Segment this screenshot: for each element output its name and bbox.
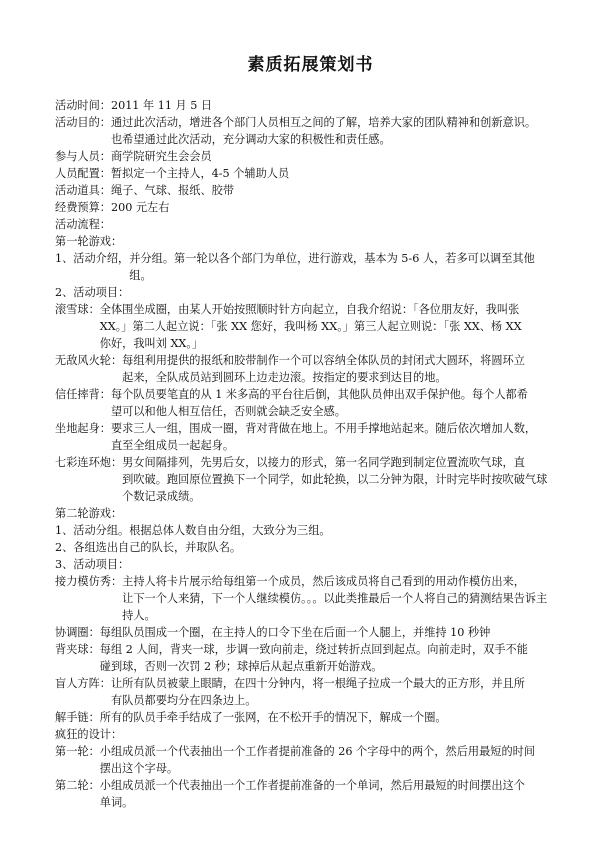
game-item	[55, 352, 566, 386]
round1-intro-line: 组。	[129, 269, 152, 282]
game-item-line: 碰到球，否则一次罚 2 秒；球掉后从起点重新开始游戏。	[99, 660, 383, 673]
round2-step: 2、各组选出自己的队长，并取队名。	[55, 541, 242, 554]
game-item-label: 协调圈：	[55, 626, 100, 639]
info-row-text	[111, 97, 566, 114]
info-row	[55, 182, 566, 199]
game-item-label: 坐地起身：	[55, 422, 111, 435]
round1-intro-text	[129, 250, 566, 284]
round1-intro-label: 1、活动介绍，	[55, 252, 130, 265]
crazy-item-label: 第二轮：	[55, 779, 100, 792]
game-item-label: 信任摔背：	[55, 388, 111, 401]
info-row-line: 通过此次活动，增进各个部门人员相互之间的了解，培养大家的团队精神和创新意识。	[110, 116, 537, 129]
game-item-text	[100, 624, 566, 641]
game-item-text	[100, 641, 566, 675]
crazy-item	[55, 743, 566, 777]
game-item-line: 直至全组成员一起起身。	[110, 439, 235, 452]
info-row-label: 活动目的：	[55, 116, 111, 129]
info-row-text	[111, 165, 566, 182]
crazy-heading: 疯狂的设计：	[55, 728, 123, 741]
info-row-line: 暂拟定一个主持人，4-5 个辅助人员	[110, 167, 290, 180]
game-item	[55, 709, 566, 726]
crazy-items	[55, 743, 566, 811]
game-item-line: 到吹破。跑回原位置换下一个同学，如此轮换，以二分钟为限，计时完毕时按吹破气球	[122, 473, 548, 486]
round2-step: 1、活动分组。根据总体人数自由分组，大致分为三组。	[55, 524, 331, 537]
crazy-item	[55, 777, 566, 811]
round1-items-heading: 2、活动项目：	[55, 286, 130, 299]
flow-heading: 活动流程：	[55, 218, 111, 231]
activity-info	[55, 97, 566, 216]
game-item-label: 背夹球：	[55, 643, 100, 656]
game-item	[55, 386, 566, 420]
game-item-label: 滚雪球：	[55, 303, 100, 316]
game-item-line: 个数记录成绩。	[122, 490, 201, 503]
info-row-label: 活动道具：	[55, 184, 111, 197]
game-item-line: XX。」第二人起立说：「张 XX 您好，我叫杨 XX。」第三人起立则说：「张 XX、杨 XX	[99, 320, 522, 333]
document-title: 素质拓展策划书	[247, 55, 374, 75]
game-item-line: 要求三人一组，围成一圈，背对背做在地上。不用手撑地站起来。随后依次增加人数，	[110, 422, 537, 435]
game-item-line: 持人。	[122, 609, 156, 622]
game-item-line: 每组队员围成一个圈，在主持人的口令下坐在后面一个人腿上，并维持 10 秒钟	[99, 626, 491, 639]
game-item-text	[122, 454, 566, 505]
game-item-label: 无敌风火轮：	[55, 354, 123, 367]
info-row	[55, 199, 566, 216]
info-row-text	[111, 182, 566, 199]
round2-steps	[55, 522, 566, 573]
game-item	[55, 420, 566, 454]
crazy-item-line: 摆出这个字母。	[99, 762, 179, 775]
game-item-label: 七彩连环炮：	[55, 456, 123, 469]
info-row-label: 人员配置：	[55, 167, 111, 180]
game-item-line: 所有的队员手牵手结成了一张网，在不松开手的情况下，解成一个圈。	[99, 711, 447, 724]
game-item-line: 全体围坐成圈，由某人开始按照顺时针方向起立，自我介绍说：「各位朋友好，我叫张	[99, 303, 520, 316]
game-item-text	[100, 709, 566, 726]
round2-step: 3、活动项目：	[55, 558, 130, 571]
game-item-label: 解手链：	[55, 711, 100, 724]
info-row	[55, 114, 566, 148]
round1-intro	[55, 250, 566, 284]
game-item-line: 有队员都要均分在四条边上。	[110, 694, 257, 707]
info-row-label: 经费预算：	[55, 201, 111, 214]
info-row-line: 绳子、气球、报纸、胶带	[110, 184, 235, 197]
round2-games	[55, 573, 566, 726]
info-row-text	[111, 114, 566, 148]
game-item-line: 起来，全队成员站到圆环上边走边滚。按指定的要求到达目的地。	[122, 371, 447, 384]
game-item-line: 让所有队员被蒙上眼睛，在四十分钟内，将一根绳子拉成一个最大的正方形，并且所	[110, 677, 525, 690]
game-item	[55, 573, 566, 624]
info-row-line: 200 元左右	[110, 201, 170, 214]
crazy-item-text	[100, 777, 566, 811]
game-item-line: 望可以和他人相互信任，否则就会缺乏安全感。	[110, 405, 346, 418]
info-row-line: 2011 年 11 月 5 日	[110, 99, 213, 112]
game-item-text	[111, 675, 566, 709]
game-item	[55, 641, 566, 675]
game-item-line: 每组 2 人间，背夹一球，步调一致向前走，绕过转折点回到起点。向前走时，双手不能	[99, 643, 528, 656]
crazy-item-line: 小组成员派一个代表抽出一个工作者提前准备的 26 个字母中的两个，然后用最短的时间	[99, 745, 536, 758]
game-item-text	[111, 420, 566, 454]
game-item-line: 让下一个人来猜，下一个人继续模仿。。。以此类推最后一个人将自己的猜测结果告诉主	[122, 592, 548, 605]
game-item	[55, 675, 566, 709]
info-row-text	[111, 199, 566, 216]
game-item-label: 盲人方阵：	[55, 677, 111, 690]
game-item-line: 男女间隔排列，先男后女，以接力的形式，第一名同学跑到制定位置流吹气球，直	[122, 456, 525, 469]
crazy-item-label: 第一轮：	[55, 745, 100, 758]
crazy-item-line: 单词。	[99, 796, 134, 809]
info-row-line: 也希望通过此次活动，充分调动大家的积极性和责任感。	[110, 133, 391, 146]
game-item-text	[122, 352, 566, 386]
info-row	[55, 165, 566, 182]
crazy-item-line: 小组成员派一个代表抽出一个工作者提前准备的一个单词，然后用最短的时间摆出这个	[99, 779, 525, 792]
game-item	[55, 454, 566, 505]
game-item	[55, 624, 566, 641]
round1-intro-line: 并分组。第一轮以各个部门为单位，进行游戏，基本为 5-6 人，若多可以调至其他	[129, 252, 535, 265]
game-item-line: 主持人将卡片展示给每组第一个成员，然后该成员将自己看到的用动作模仿出来，	[122, 575, 525, 588]
crazy-item-text	[100, 743, 566, 777]
info-row-label: 活动时间：	[55, 99, 111, 112]
info-row-text	[111, 148, 566, 165]
round2-heading: 第二轮游戏：	[55, 507, 123, 520]
info-row-line: 商学院研究生会会员	[110, 150, 212, 163]
round1-games	[55, 301, 566, 505]
info-row	[55, 148, 566, 165]
game-item-line: 你好，我叫刘 XX。」	[99, 337, 204, 350]
document-body	[55, 97, 566, 811]
game-item-text	[111, 386, 566, 420]
game-item-text	[100, 301, 566, 352]
game-item-line: 每组利用提供的报纸和胶带制作一个可以容纳全体队员的封闭式大圆环，将圆环立	[122, 354, 525, 367]
info-row	[55, 97, 566, 114]
game-item-text	[122, 573, 566, 624]
round1-heading: 第一轮游戏：	[55, 235, 123, 248]
game-item	[55, 301, 566, 352]
game-item-line: 每个队员要笔直的从 1 米多高的平台往后倒，其他队员伸出双手保护他。每个人都希	[110, 388, 528, 401]
info-row-label: 参与人员：	[55, 150, 111, 163]
game-item-label: 接力模仿秀：	[55, 575, 123, 588]
